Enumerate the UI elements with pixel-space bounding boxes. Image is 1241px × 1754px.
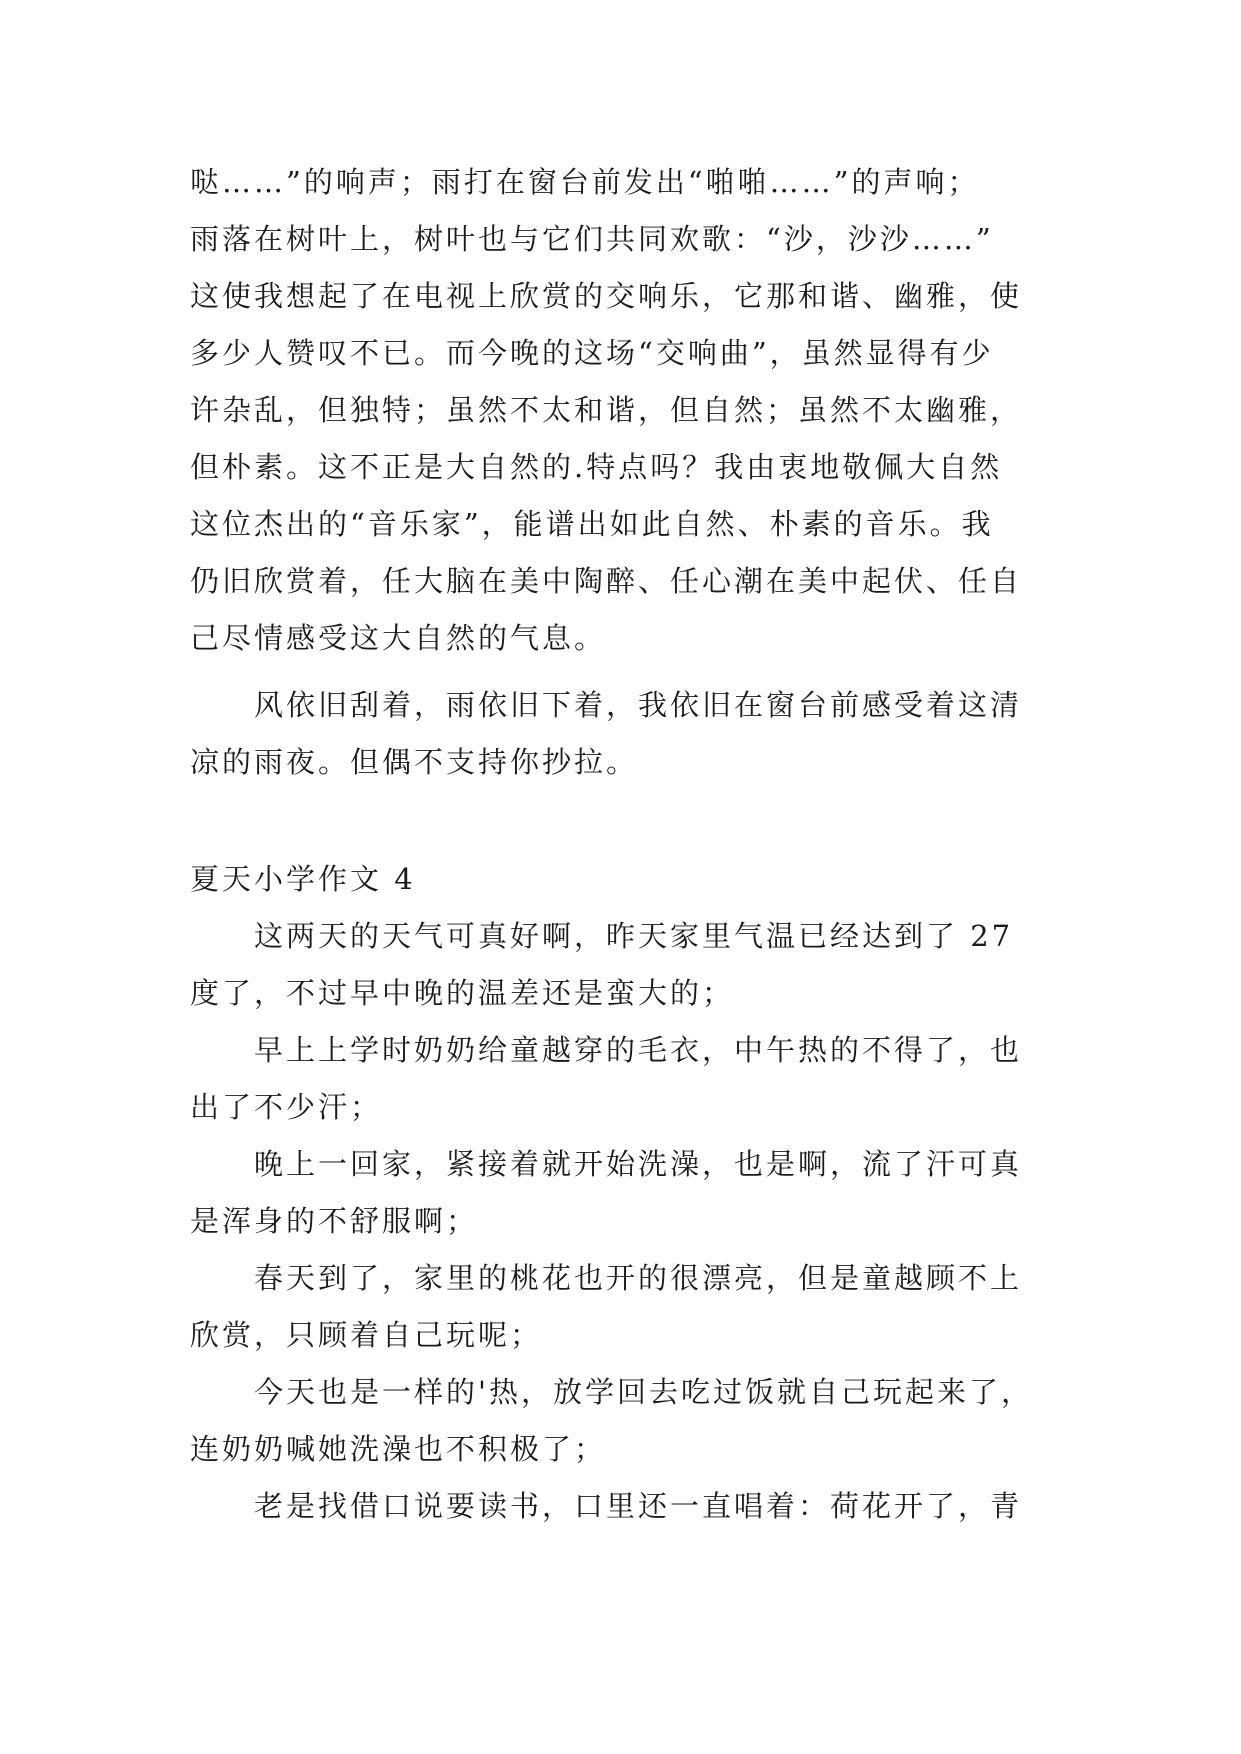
text-line: 多少人赞叹不已。而今晚的这场“交响曲”，虽然显得有少	[190, 336, 994, 370]
paragraph-start-line: 今天也是一样的'热，放学回去吃过饭就自己玩起来了，	[254, 1375, 1033, 1409]
text-line: 但朴素。这不正是大自然的.特点吗？我由衷地敬佩大自然	[190, 450, 1003, 484]
paragraph-start-line: 早上上学时奶奶给童越穿的毛衣，中午热的不得了，也	[254, 1033, 1023, 1067]
text-line: 己尽情感受这大自然的气息。	[190, 621, 607, 655]
text-line: 出了不少汗；	[190, 1090, 383, 1124]
text-line: 连奶奶喊她洗澡也不积极了；	[190, 1432, 607, 1466]
paragraph-start-line: 晚上一回家，紧接着就开始洗澡，也是啊，流了汗可真	[254, 1147, 1023, 1181]
paragraph-start-line: 这两天的天气可真好啊，昨天家里气温已经达到了 27	[254, 919, 1014, 953]
text-line: 度了，不过早中晚的温差还是蛮大的；	[190, 976, 735, 1010]
text-line: 雨落在树叶上，树叶也与它们共同欢歌：“沙，沙沙……”	[190, 222, 994, 256]
text-line: 许杂乱，但独特；虽然不太和谐，但自然；虽然不太幽雅，	[190, 393, 1023, 427]
text-line: 欣赏，只顾着自己玩呢；	[190, 1318, 543, 1352]
paragraph-start-line: 老是找借口说要读书，口里还一直唱着：荷花开了，青	[254, 1489, 1023, 1523]
paragraph-start-line: 春天到了，家里的桃花也开的很漂亮，但是童越顾不上	[254, 1261, 1023, 1295]
text-line: 凉的雨夜。但偶不支持你抄拉。	[190, 745, 639, 779]
text-line: 哒……”的响声；雨打在窗台前发出“啪啪……”的声响；	[190, 165, 980, 199]
section-heading: 夏天小学作文 4	[190, 862, 416, 896]
text-line: 这使我想起了在电视上欣赏的交响乐，它那和谐、幽雅，使	[190, 279, 1023, 313]
text-line: 这位杰出的“音乐家”，能谱出如此自然、朴素的音乐。我	[190, 507, 994, 541]
paragraph-start-line: 风依旧刮着，雨依旧下着，我依旧在窗台前感受着这清	[254, 688, 1023, 722]
text-line: 是浑身的不舒服啊；	[190, 1204, 479, 1238]
text-line: 仍旧欣赏着，任大脑在美中陶醉、任心潮在美中起伏、任自	[190, 564, 1023, 598]
